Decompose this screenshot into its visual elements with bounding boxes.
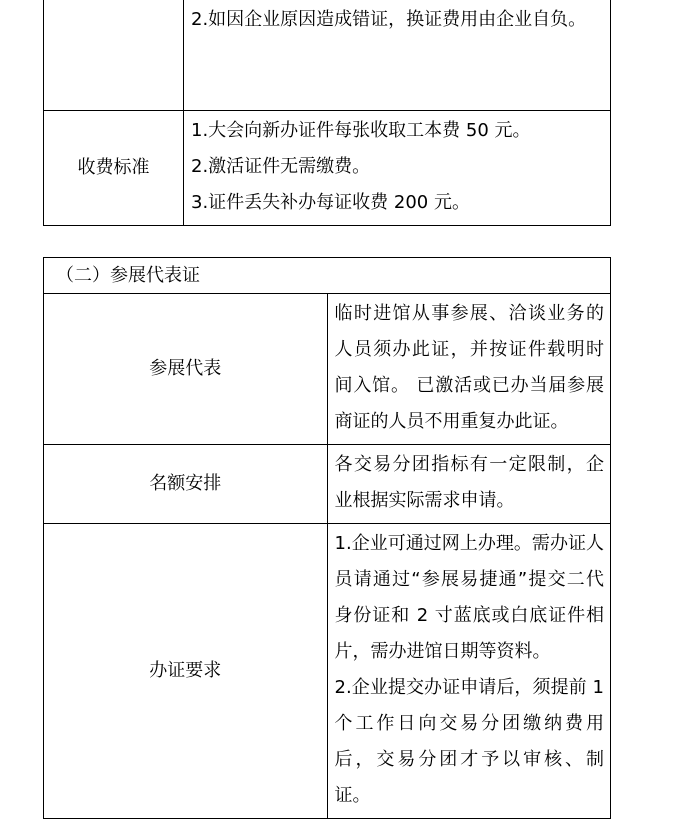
table-row: [44, 524, 611, 819]
content-line: 各交易分团指标有一定限制，企业根据实际需求申请。: [334, 454, 604, 511]
row-content: [184, 111, 611, 226]
row-content: [184, 0, 611, 111]
row-content: [327, 524, 611, 819]
content-line: 2.激活证件无需缴费。: [191, 156, 371, 177]
row-content: [327, 294, 611, 445]
content-line: 临时进馆从事参展、洽谈业务的人员须办此证，并按证件载明时间入馆。 已激活或已办当届参展商证的人员不用重复办此证。: [334, 303, 604, 432]
content-line: 2.企业提交办证申请后，须提前 1 个工作日向交易分团缴纳费用后，交易分团才予以审核、制证。: [334, 677, 604, 806]
row-label-exhibitor-rep: 参展代表: [44, 294, 328, 445]
table-row: [44, 294, 611, 445]
content-line: 1.大会向新办证件每张收取工本费 50 元。: [191, 120, 531, 141]
row-content: [327, 445, 611, 524]
table-row: [44, 0, 611, 111]
exhibitor-pass-table: [43, 257, 611, 819]
content-line: 2.如因企业原因造成错证，换证费用由企业自负。: [191, 9, 587, 30]
table-row: [44, 445, 611, 524]
section-title: （二）参展代表证: [44, 258, 611, 294]
content-line: 1.企业可通过网上办理。需办证人员请通过“参展易捷通”提交二代身份证和 2 寸蓝底或白底证件相片，需办进馆日期等资料。: [334, 533, 604, 662]
row-label-quota: 名额安排: [44, 445, 328, 524]
table-row: [44, 111, 611, 226]
row-label-fee-standard: 收费标准: [44, 111, 184, 226]
table-row: [44, 258, 611, 294]
fee-table: [43, 0, 611, 226]
content-line: 3.证件丢失补办每证收费 200 元。: [191, 192, 470, 213]
row-label-requirements: 办证要求: [44, 524, 328, 819]
row-label-empty: [44, 0, 184, 111]
